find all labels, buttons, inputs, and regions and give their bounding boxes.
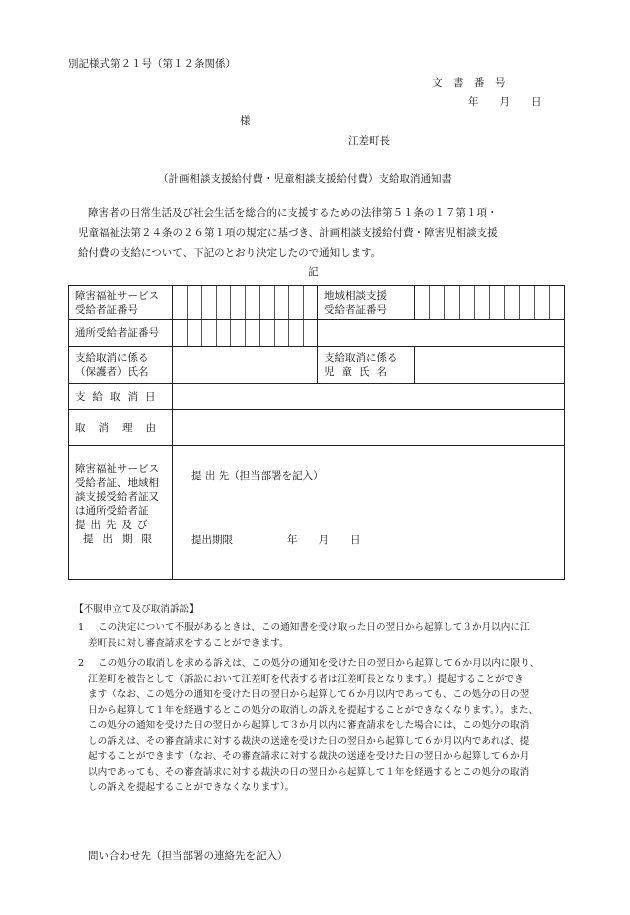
body-line-1: 障害者の日常生活及び社会生活を総合的に支援するための法律第５１条の１７第１項・ bbox=[88, 207, 498, 219]
submission-label: 障害福祉サービス 受給者証、地域相 談支援受給者証又 は通所受給者証 提出先及び 提出期限 bbox=[69, 446, 173, 580]
table-row bbox=[69, 347, 565, 384]
doc-number-label: 文 書 番 号 bbox=[432, 77, 506, 89]
notice-item-2: 2 この処分の取消しを求める訴えは、この処分の通知を受けた日の翌日から起算して６か月以内に限り、 江差町を被告として（訴訟において江差町を代表する者は江差町長となります。）提起することができ ます（なお、この処分の通知を受けた日の翌日から起算して６か月以内であっても、この処分の日の翌 日から起算して１年を経過するとこの処分の取消しの訴えを提起することができなくなります。）。また、 この処分の通知を受けた日の翌日から起算して３か月以内に審査請求をした場合には、この処分の取消 しの訴えは、その審査請求に対する裁決の送達を受けた日の翌日から起算して６か月以内であれば、提 起することができます（なお、その審査請求に対する裁決の送達を受けた日の翌日から起算して６か月 以内であっても、その審査請求に対する裁決の日の翌日から起算して１年を経過するとこの処分の取消 しの訴えを提起することができなくなります）。 bbox=[78, 658, 540, 793]
cancel-date-field[interactable] bbox=[173, 384, 565, 410]
table-row bbox=[69, 286, 565, 320]
notice-item-1: 1 この決定について不服があるときは、この通知書を受け取った日の翌日から起算して３か月以内に江 差町長に対し審査請求をすることができます。 bbox=[78, 622, 530, 649]
guardian-name-label: 支給取消に係る （保護者）氏名 bbox=[69, 347, 173, 384]
ki-label: 記 bbox=[308, 266, 319, 278]
notice-item-1-number: 1 bbox=[78, 622, 85, 633]
day-service-cert-number-boxes[interactable] bbox=[173, 320, 318, 347]
cancel-reason-field[interactable] bbox=[173, 410, 565, 446]
regional-cert-label: 地域相談支援 受給者証番号 bbox=[318, 286, 415, 320]
table-row bbox=[69, 446, 565, 580]
notice-item-2-number: 2 bbox=[78, 658, 85, 669]
info-table bbox=[68, 285, 565, 580]
issuer: 江差町長 bbox=[348, 135, 390, 147]
body-line-3: 給付費の支給について、下記のとおり決定したので通知します。 bbox=[78, 247, 382, 259]
date-label: 年 月 日 bbox=[468, 96, 542, 108]
guardian-name-field[interactable] bbox=[173, 347, 318, 384]
cancel-date-label: 支給取消日 bbox=[69, 384, 173, 410]
notice-heading: 【不服申立て及び取消訴訟】 bbox=[74, 604, 199, 615]
table-row bbox=[69, 384, 565, 410]
service-cert-number-boxes[interactable] bbox=[173, 286, 318, 320]
deadline-date: 年 月 日 bbox=[287, 534, 361, 546]
cancel-reason-label: 取消理由 bbox=[69, 410, 173, 446]
service-cert-label: 障害福祉サービス 受給者証番号 bbox=[69, 286, 173, 320]
child-name-field[interactable] bbox=[415, 347, 565, 384]
addressee-suffix: 様 bbox=[240, 115, 251, 127]
row2-blank bbox=[318, 320, 565, 347]
contact-label: 問い合わせ先（担当部署の連絡先を記入） bbox=[88, 850, 288, 862]
regional-cert-number-boxes[interactable] bbox=[415, 286, 565, 320]
table-row bbox=[69, 320, 565, 347]
document-title: （計画相談支援給付費・児童相談支援給付費）支給取消通知書 bbox=[158, 173, 452, 185]
submit-to-label: 提 出 先（担当部署を記入） bbox=[191, 470, 324, 482]
body-line-2: 児童福祉法第２４条の２６第１項の規定に基づき、計画相談支援給付費・障害児相談支援 bbox=[78, 227, 498, 239]
submission-field[interactable] bbox=[173, 446, 565, 580]
child-name-label: 支給取消に係る 児童氏名 bbox=[318, 347, 415, 384]
day-service-cert-label: 通所受給者証番号 bbox=[69, 320, 173, 347]
deadline-label: 提出期限 bbox=[191, 534, 233, 546]
form-number: 別記様式第２１号（第１２条関係） bbox=[68, 58, 236, 70]
table-row bbox=[69, 410, 565, 446]
